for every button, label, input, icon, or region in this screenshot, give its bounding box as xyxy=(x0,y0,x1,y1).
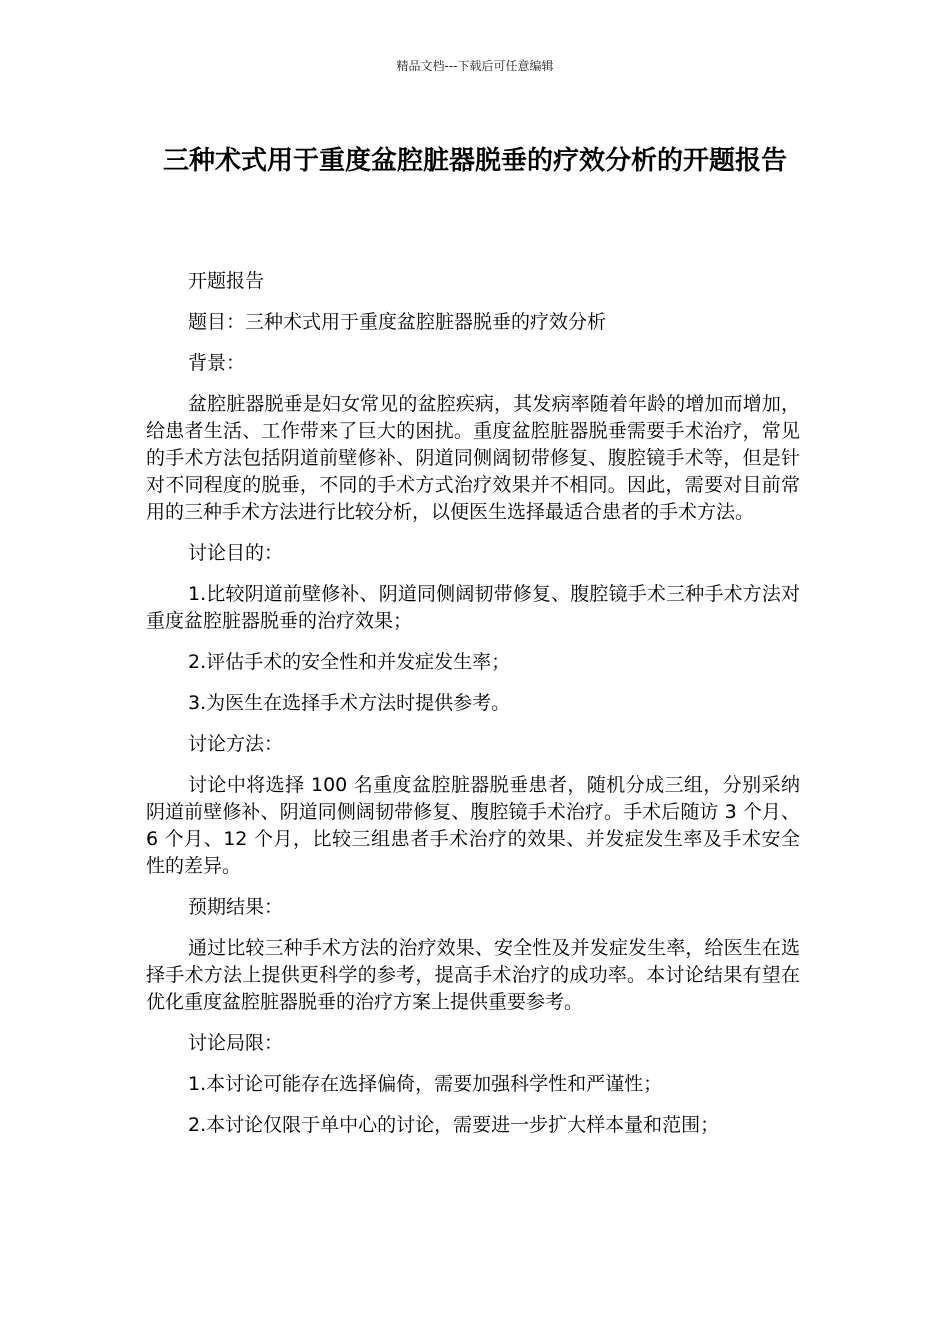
paragraph-limitation-2: 2.本讨论仅限于单中心的讨论，需要进一步扩大样本量和范围； xyxy=(188,1114,720,1136)
paragraph-methods: 讨论中将选择 100 名重度盆腔脏器脱垂患者，随机分成三组，分别采纳阴道前壁修补、阴道同侧阔韧带修复、腹腔镜手术治疗。手术后随访 3 个月、6 个月、12 个月，比较三组患者手术治疗的效果、并发症发生率及手术安全性的差异。 xyxy=(146,774,800,877)
paragraph-limitation-1: 1.本讨论可能存在选择偏倚，需要加强科学性和严谨性； xyxy=(188,1073,663,1095)
paragraph-report-label: 开题报告 xyxy=(188,270,265,292)
paragraph-purpose-2: 2.评估手术的安全性和并发症发生率； xyxy=(188,651,511,673)
document-body xyxy=(146,268,800,1153)
header-note: 精品文档---下载后可任意编辑 xyxy=(396,59,554,73)
document-title: 三种术式用于重度盆腔脏器脱垂的疗效分析的开题报告 xyxy=(162,146,787,176)
section-heading-limitations: 讨论局限： xyxy=(188,1032,284,1054)
section-heading-purpose: 讨论目的： xyxy=(188,542,284,564)
section-heading-methods: 讨论方法： xyxy=(188,733,284,755)
paragraph-expected-results: 通过比较三种手术方法的治疗效果、安全性及并发症发生率，给医生在选择手术方法上提供更科学的参考，提高手术治疗的成功率。本讨论结果有望在优化重度盆腔脏器脱垂的治疗方案上提供重要参考。 xyxy=(146,937,800,1013)
section-heading-expected-results: 预期结果： xyxy=(188,896,284,918)
paragraph-background: 盆腔脏器脱垂是妇女常见的盆腔疾病，其发病率随着年龄的增加而增加，给患者生活、工作带来了巨大的困扰。重度盆腔脏器脱垂需要手术治疗，常见的手术方法包括阴道前壁修补、阴道同侧阔韧带修复、腹腔镜手术等，但是针对不同程度的脱垂，不同的手术方式治疗效果并不相同。因此，需要对目前常用的三种手术方法进行比较分析，以便医生选择最适合患者的手术方法。 xyxy=(146,393,800,523)
paragraph-purpose-3: 3.为医生在选择手术方法时提供参考。 xyxy=(188,692,511,714)
section-heading-background: 背景： xyxy=(188,352,246,374)
paragraph-purpose-1: 1.比较阴道前壁修补、阴道同侧阔韧带修复、腹腔镜手术三种手术方法对重度盆腔脏器脱垂的治疗效果； xyxy=(146,583,800,632)
paragraph-topic: 题目：三种术式用于重度盆腔脏器脱垂的疗效分析 xyxy=(188,311,607,333)
